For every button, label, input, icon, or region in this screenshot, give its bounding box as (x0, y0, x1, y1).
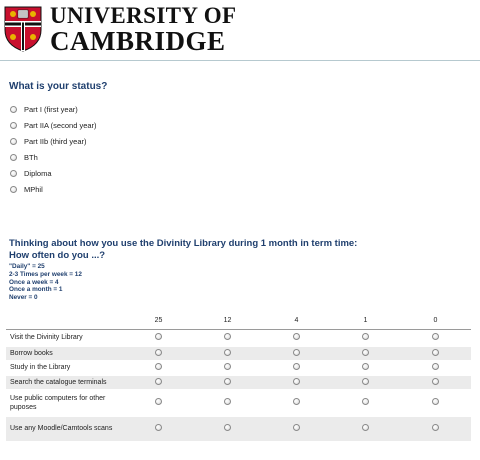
status-option[interactable] (10, 133, 97, 149)
matrix-row-label: Study in the Library (6, 360, 124, 375)
matrix-cell (331, 375, 400, 389)
matrix-radio[interactable] (432, 378, 439, 385)
matrix-radio[interactable] (155, 378, 162, 385)
matrix-radio[interactable] (293, 363, 300, 370)
status-option[interactable] (10, 117, 97, 133)
matrix-cell (262, 329, 331, 346)
matrix-cell (400, 360, 471, 375)
matrix-cell (400, 389, 471, 416)
status-option-label: Part I (first year) (24, 104, 78, 114)
matrix-radio[interactable] (155, 349, 162, 356)
status-radio[interactable] (10, 122, 17, 129)
matrix-cell (124, 416, 193, 441)
matrix-row-label: Search the catalogue terminals (6, 375, 124, 389)
matrix-radio[interactable] (432, 398, 439, 405)
matrix-cell (331, 329, 400, 346)
matrix-radio[interactable] (224, 363, 231, 370)
status-option-label: Part IIb (third year) (24, 136, 87, 146)
status-option-label: BTh (24, 152, 38, 162)
university-crest-icon (4, 6, 42, 52)
matrix-radio[interactable] (293, 349, 300, 356)
frequency-matrix (6, 312, 471, 442)
matrix-cell (400, 375, 471, 389)
matrix-radio[interactable] (432, 424, 439, 431)
matrix-radio[interactable] (293, 378, 300, 385)
matrix-radio[interactable] (362, 378, 369, 385)
matrix-radio[interactable] (224, 398, 231, 405)
university-wordmark (50, 4, 236, 55)
matrix-radio[interactable] (362, 363, 369, 370)
matrix-row-label: Borrow books (6, 346, 124, 360)
matrix-row (6, 375, 471, 389)
status-radio[interactable] (10, 106, 17, 113)
matrix-column-header: 4 (262, 312, 331, 329)
matrix-cell (193, 329, 262, 346)
matrix-row (6, 389, 471, 416)
matrix-row-label: Visit the Divinity Library (6, 329, 124, 346)
matrix-cell (331, 360, 400, 375)
matrix-column-header: 25 (124, 312, 193, 329)
matrix-radio[interactable] (293, 424, 300, 431)
matrix-radio[interactable] (432, 363, 439, 370)
matrix-cell (400, 346, 471, 360)
matrix-radio[interactable] (155, 363, 162, 370)
matrix-column-header: 1 (331, 312, 400, 329)
matrix-row-label: Use public computers for other puposes (6, 389, 124, 416)
matrix-cell (262, 416, 331, 441)
matrix-row (6, 346, 471, 360)
scale-item: Once a week = 4 (9, 278, 59, 286)
site-header (0, 0, 480, 58)
matrix-cell (124, 329, 193, 346)
matrix-row (6, 329, 471, 346)
scale-item: 2-3 Times per week = 12 (9, 270, 82, 278)
scale-item: "Daily" = 25 (9, 263, 45, 270)
matrix-row (6, 360, 471, 375)
matrix-radio[interactable] (155, 424, 162, 431)
matrix-cell (124, 360, 193, 375)
matrix-header-row (6, 312, 471, 329)
scale-item: Once a month = 1 (9, 286, 63, 294)
status-option-label: Diploma (24, 168, 52, 178)
matrix-cell (400, 416, 471, 441)
matrix-row-label: Use any Moodle/Camtools scans (6, 416, 124, 441)
status-option[interactable] (10, 181, 97, 197)
status-radio-group (10, 101, 97, 197)
matrix-radio[interactable] (362, 333, 369, 340)
status-option[interactable] (10, 165, 97, 181)
matrix-cell (124, 389, 193, 416)
status-radio[interactable] (10, 170, 17, 177)
matrix-cell (124, 375, 193, 389)
matrix-cell (400, 329, 471, 346)
header-divider (0, 60, 480, 61)
matrix-cell (262, 389, 331, 416)
frequency-scale-legend (9, 263, 82, 302)
matrix-radio[interactable] (224, 349, 231, 356)
matrix-cell (193, 416, 262, 441)
matrix-cell (262, 346, 331, 360)
matrix-cell (193, 375, 262, 389)
matrix-radio[interactable] (432, 333, 439, 340)
matrix-radio[interactable] (224, 424, 231, 431)
matrix-radio[interactable] (155, 333, 162, 340)
status-option[interactable] (10, 101, 97, 117)
matrix-cell (193, 389, 262, 416)
matrix-cell (124, 346, 193, 360)
matrix-radio[interactable] (293, 398, 300, 405)
matrix-radio[interactable] (432, 349, 439, 356)
scale-item: Never = 0 (9, 294, 38, 302)
matrix-cell (262, 360, 331, 375)
question-frequency-title-line2: How often do you ...? (9, 250, 106, 261)
status-option-label: Part IIA (second year) (24, 120, 97, 130)
matrix-radio[interactable] (224, 378, 231, 385)
matrix-cell (331, 389, 400, 416)
status-radio[interactable] (10, 138, 17, 145)
matrix-radio[interactable] (362, 349, 369, 356)
matrix-radio[interactable] (362, 398, 369, 405)
status-radio[interactable] (10, 186, 17, 193)
matrix-corner (6, 312, 124, 329)
matrix-cell (331, 416, 400, 441)
matrix-row (6, 416, 471, 441)
status-option-label: MPhil (24, 184, 43, 194)
matrix-cell (262, 375, 331, 389)
matrix-column-header: 0 (400, 312, 471, 329)
matrix-radio[interactable] (155, 398, 162, 405)
wordmark-line-1: UNIVERSITY OF (50, 3, 237, 28)
status-option[interactable] (10, 149, 97, 165)
matrix-cell (331, 346, 400, 360)
matrix-radio[interactable] (224, 333, 231, 340)
matrix-radio[interactable] (293, 333, 300, 340)
matrix-column-header: 12 (193, 312, 262, 329)
wordmark-line-2: CAMBRIDGE (50, 26, 226, 56)
matrix-radio[interactable] (362, 424, 369, 431)
question-frequency-title-line1: Thinking about how you use the Divinity Library during 1 month in term time: (9, 238, 358, 249)
status-radio[interactable] (10, 154, 17, 161)
question-status-title: What is your status? (9, 81, 108, 92)
matrix-cell (193, 360, 262, 375)
question-frequency-title (9, 238, 479, 262)
matrix-cell (193, 346, 262, 360)
